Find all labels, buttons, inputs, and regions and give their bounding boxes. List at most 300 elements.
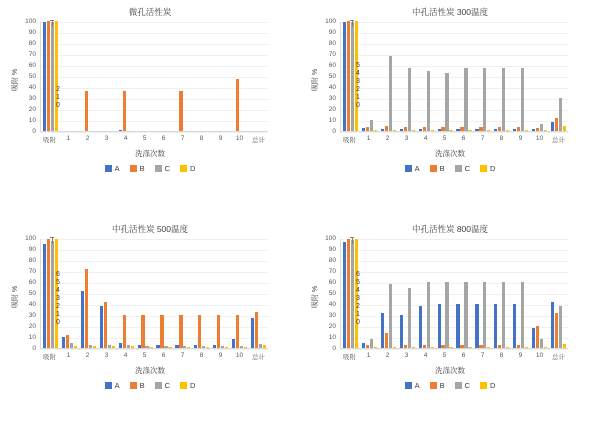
bar-groups bbox=[341, 239, 568, 348]
bar-A bbox=[194, 345, 197, 348]
bar-C bbox=[483, 282, 486, 348]
bar-A bbox=[456, 129, 459, 131]
legend-item-C bbox=[155, 381, 170, 390]
y-axis-tick: 90 bbox=[28, 246, 36, 253]
legend-swatch-A bbox=[105, 165, 112, 172]
bar-D bbox=[374, 347, 377, 348]
x-axis-tick: 2 bbox=[85, 352, 90, 359]
x-axis-tick: 总计 bbox=[552, 137, 565, 144]
bar-A bbox=[513, 304, 516, 348]
bar-A bbox=[400, 315, 403, 348]
y-axis-label: 吸附 % bbox=[12, 68, 19, 91]
bar-C bbox=[127, 345, 130, 348]
bar-C bbox=[502, 282, 505, 348]
bar-B bbox=[460, 345, 463, 348]
bar-C bbox=[427, 282, 430, 348]
error-bar-cap bbox=[350, 20, 354, 21]
legend-swatch-D bbox=[180, 165, 187, 172]
secondary-axis-tick: 5 bbox=[356, 279, 360, 286]
y-axis-tick: 40 bbox=[328, 84, 336, 91]
bar-C bbox=[540, 339, 543, 348]
legend-item-D bbox=[180, 381, 195, 390]
legend-item-A bbox=[405, 164, 420, 173]
y-axis-tick: 0 bbox=[332, 345, 336, 352]
legend-item-C bbox=[155, 164, 170, 173]
bar-C bbox=[408, 68, 411, 131]
secondary-axis-tick: 0 bbox=[56, 319, 60, 326]
bar-groups bbox=[41, 22, 268, 131]
bar-A bbox=[456, 304, 459, 348]
y-axis-tick: 50 bbox=[28, 290, 36, 297]
error-bar bbox=[352, 20, 353, 27]
bar-group bbox=[492, 239, 511, 348]
bar-group bbox=[249, 22, 268, 131]
legend-swatch-B bbox=[430, 382, 437, 389]
bar-B bbox=[517, 345, 520, 348]
bar-D bbox=[149, 347, 152, 348]
bar-B bbox=[217, 315, 220, 348]
bar-group bbox=[60, 22, 79, 131]
bar-D bbox=[525, 130, 528, 131]
chart-title: 中孔活性炭 300温度 bbox=[411, 7, 489, 17]
secondary-axis-tick: 4 bbox=[356, 70, 360, 77]
bar-B bbox=[423, 127, 426, 131]
bar-D bbox=[225, 347, 228, 348]
bar-D bbox=[431, 347, 434, 348]
legend-swatch-A bbox=[405, 165, 412, 172]
x-axis-tick: 7 bbox=[180, 352, 185, 359]
legend-swatch-C bbox=[455, 165, 462, 172]
bar-D bbox=[55, 21, 58, 131]
legend-label-D: D bbox=[190, 381, 196, 390]
x-axis-ticks bbox=[340, 352, 568, 361]
plot-frame bbox=[340, 22, 568, 132]
x-axis-tick: 总计 bbox=[552, 354, 565, 361]
y-axis-tick: 60 bbox=[328, 279, 336, 286]
legend-swatch-B bbox=[430, 165, 437, 172]
bar-B bbox=[123, 91, 126, 131]
bar-A bbox=[362, 343, 365, 349]
x-axis-tick: 3 bbox=[404, 352, 409, 359]
y-axis-tick: 100 bbox=[325, 235, 336, 242]
bar-group bbox=[436, 239, 455, 348]
bar-B bbox=[441, 345, 444, 348]
error-bar bbox=[352, 237, 353, 244]
bar-A bbox=[532, 129, 535, 131]
x-axis-tick: 10 bbox=[235, 135, 244, 142]
bar-B bbox=[385, 126, 388, 132]
x-axis-tick: 1 bbox=[66, 135, 71, 142]
legend-item-D bbox=[480, 381, 495, 390]
x-axis-tick: 5 bbox=[442, 135, 447, 142]
bar-B bbox=[347, 21, 350, 131]
bar-C bbox=[370, 339, 373, 348]
error-bar-cap bbox=[350, 237, 354, 238]
legend bbox=[0, 381, 300, 390]
legend-label-A: A bbox=[414, 381, 420, 390]
bar-B bbox=[179, 91, 182, 131]
bar-A bbox=[62, 337, 65, 348]
bar-B bbox=[141, 315, 144, 348]
chart-title: 微孔活性炭 bbox=[128, 7, 172, 17]
bar-B bbox=[123, 315, 126, 348]
x-axis-tick: 6 bbox=[461, 135, 466, 142]
y-axis-tick: 80 bbox=[328, 257, 336, 264]
bar-C bbox=[521, 68, 524, 131]
secondary-axis-tick: 2 bbox=[56, 86, 60, 93]
x-axis-tick: 4 bbox=[423, 135, 428, 142]
bar-C bbox=[351, 240, 354, 348]
legend-label-C: C bbox=[464, 381, 471, 390]
legend-label-B: B bbox=[139, 164, 145, 173]
y-axis-tick: 40 bbox=[28, 301, 36, 308]
bar-D bbox=[93, 346, 96, 348]
secondary-axis-ticks bbox=[56, 86, 60, 110]
bar-D bbox=[449, 347, 452, 348]
x-axis-tick: 2 bbox=[385, 135, 390, 142]
bar-D bbox=[487, 130, 490, 131]
bar-D bbox=[393, 347, 396, 348]
bar-C bbox=[559, 98, 562, 131]
bar-B bbox=[347, 239, 350, 348]
bar-B bbox=[555, 118, 558, 131]
y-axis-tick: 20 bbox=[28, 323, 36, 330]
y-axis-tick: 60 bbox=[28, 279, 36, 286]
bar-B bbox=[366, 127, 369, 131]
secondary-axis-tick: 5 bbox=[356, 62, 360, 69]
x-axis-tick: 3 bbox=[104, 352, 109, 359]
bar-C bbox=[521, 282, 524, 348]
x-axis-ticks bbox=[40, 135, 268, 144]
y-axis-tick: 80 bbox=[28, 257, 36, 264]
x-axis-tick: 8 bbox=[499, 352, 504, 359]
bar-A bbox=[175, 345, 178, 348]
legend-item-C bbox=[455, 164, 470, 173]
bar-B bbox=[47, 21, 50, 131]
plot-area-meso800 bbox=[300, 217, 600, 434]
bar-group bbox=[249, 239, 268, 348]
bar-B bbox=[460, 127, 463, 131]
legend-swatch-D bbox=[480, 382, 487, 389]
bar-group bbox=[98, 22, 117, 131]
bar-D bbox=[525, 347, 528, 348]
y-axis-tick: 10 bbox=[328, 117, 336, 124]
bar-group bbox=[549, 22, 568, 131]
bar-A bbox=[232, 339, 235, 348]
bar-B bbox=[85, 269, 88, 348]
bar-group bbox=[511, 239, 530, 348]
bar-D bbox=[563, 344, 566, 348]
bar-group bbox=[79, 22, 98, 131]
x-axis-tick: 8 bbox=[199, 135, 204, 142]
bar-A bbox=[119, 343, 122, 349]
legend-swatch-C bbox=[455, 382, 462, 389]
legend-label-D: D bbox=[490, 381, 496, 390]
x-axis-tick: 4 bbox=[423, 352, 428, 359]
bar-D bbox=[449, 130, 452, 131]
bar-D bbox=[112, 346, 115, 348]
bar-C bbox=[445, 73, 448, 131]
y-axis-tick: 50 bbox=[328, 73, 336, 80]
y-axis-tick: 90 bbox=[28, 29, 36, 36]
bar-group bbox=[417, 22, 436, 131]
y-axis-tick: 30 bbox=[328, 95, 336, 102]
bar-C bbox=[389, 56, 392, 131]
bar-D bbox=[506, 347, 509, 348]
x-axis-label: 洗涤次数 bbox=[435, 149, 465, 158]
y-axis-label: 吸附 % bbox=[312, 68, 319, 91]
secondary-axis-tick: 1 bbox=[356, 311, 360, 318]
y-axis-tick: 20 bbox=[28, 106, 36, 113]
x-axis-tick: 4 bbox=[123, 352, 128, 359]
bar-A bbox=[343, 22, 346, 131]
bar-D bbox=[74, 346, 77, 348]
bar-group bbox=[530, 239, 549, 348]
plot-frame bbox=[340, 239, 568, 349]
legend-label-A: A bbox=[114, 381, 120, 390]
x-axis-tick: 7 bbox=[480, 352, 485, 359]
x-axis-tick: 5 bbox=[442, 352, 447, 359]
bar-C bbox=[51, 241, 54, 348]
bar-C bbox=[51, 22, 54, 131]
bar-group bbox=[549, 239, 568, 348]
y-axis-tick: 60 bbox=[328, 62, 336, 69]
secondary-axis-tick: 1 bbox=[356, 94, 360, 101]
bar-B bbox=[85, 91, 88, 131]
bar-A bbox=[494, 129, 497, 131]
x-axis-tick: 10 bbox=[535, 135, 544, 142]
bar-B bbox=[479, 345, 482, 348]
x-axis-label: 洗涤次数 bbox=[135, 149, 165, 158]
bar-A bbox=[475, 129, 478, 131]
secondary-axis-tick: 0 bbox=[356, 319, 360, 326]
x-axis-tick: 6 bbox=[161, 135, 166, 142]
plot-frame bbox=[40, 239, 268, 349]
x-axis-tick: 6 bbox=[161, 352, 166, 359]
secondary-axis-tick: 2 bbox=[356, 86, 360, 93]
secondary-axis-tick: 3 bbox=[56, 295, 60, 302]
bar-B bbox=[498, 127, 501, 131]
bar-A bbox=[100, 306, 103, 348]
secondary-axis-tick: 6 bbox=[356, 271, 360, 278]
bar-B bbox=[536, 326, 539, 348]
x-axis-tick: 10 bbox=[235, 352, 244, 359]
bar-B bbox=[179, 315, 182, 348]
bar-D bbox=[506, 130, 509, 131]
x-axis-tick: 9 bbox=[518, 352, 523, 359]
legend-item-A bbox=[105, 164, 120, 173]
secondary-axis-tick: 0 bbox=[356, 102, 360, 109]
x-axis-tick: 吸附 bbox=[43, 354, 56, 361]
y-axis-tick: 70 bbox=[28, 268, 36, 275]
secondary-axis-tick: 4 bbox=[56, 287, 60, 294]
bar-group bbox=[173, 239, 192, 348]
bar-group bbox=[173, 22, 192, 131]
legend-swatch-B bbox=[130, 165, 137, 172]
bar-C bbox=[164, 346, 167, 348]
y-axis-tick: 100 bbox=[25, 235, 36, 242]
secondary-axis-tick: 1 bbox=[56, 311, 60, 318]
error-bar-cap bbox=[50, 20, 54, 21]
bar-A bbox=[475, 304, 478, 348]
bar-A bbox=[362, 128, 365, 131]
bar-C bbox=[427, 71, 430, 132]
legend-swatch-B bbox=[130, 382, 137, 389]
bar-group bbox=[136, 22, 155, 131]
x-axis-tick: 1 bbox=[366, 352, 371, 359]
bar-D bbox=[206, 347, 209, 348]
bar-D bbox=[468, 347, 471, 348]
bar-group bbox=[398, 22, 417, 131]
bar-A bbox=[381, 313, 384, 348]
bar-A bbox=[251, 318, 254, 348]
x-axis-tick: 吸附 bbox=[343, 137, 356, 144]
bar-C bbox=[389, 284, 392, 348]
legend-item-C bbox=[455, 381, 470, 390]
bar-C bbox=[483, 68, 486, 131]
bar-D bbox=[468, 130, 471, 131]
legend-label-B: B bbox=[139, 381, 145, 390]
bar-C bbox=[559, 306, 562, 348]
bar-C bbox=[445, 282, 448, 348]
bar-groups bbox=[341, 22, 568, 131]
chart-panel-micro bbox=[0, 0, 300, 217]
bar-A bbox=[81, 291, 84, 348]
bar-A bbox=[494, 304, 497, 348]
gridline bbox=[40, 349, 268, 350]
chart-panel-meso300 bbox=[300, 0, 600, 217]
y-axis-tick: 0 bbox=[332, 128, 336, 135]
legend bbox=[300, 381, 600, 390]
legend-label-C: C bbox=[164, 381, 171, 390]
bar-group bbox=[455, 239, 474, 348]
x-axis-tick: 5 bbox=[142, 352, 147, 359]
bar-A bbox=[438, 304, 441, 348]
legend-swatch-A bbox=[105, 382, 112, 389]
x-axis-tick: 7 bbox=[180, 135, 185, 142]
bar-group bbox=[155, 239, 174, 348]
bar-group bbox=[211, 22, 230, 131]
y-axis-tick: 50 bbox=[328, 290, 336, 297]
bar-C bbox=[183, 346, 186, 348]
error-bar bbox=[52, 237, 53, 244]
bar-group bbox=[473, 22, 492, 131]
bar-B bbox=[498, 345, 501, 348]
plot-area-meso300 bbox=[300, 0, 600, 217]
bar-B bbox=[555, 313, 558, 348]
bar-group bbox=[136, 239, 155, 348]
y-axis-tick: 40 bbox=[28, 84, 36, 91]
bar-B bbox=[441, 127, 444, 131]
y-axis-label: 吸附 % bbox=[312, 285, 319, 308]
bar-B bbox=[236, 79, 239, 131]
y-axis-label: 吸附 % bbox=[12, 285, 19, 308]
bar-group bbox=[360, 239, 379, 348]
secondary-axis-tick: 2 bbox=[356, 303, 360, 310]
bar-B bbox=[236, 315, 239, 348]
y-axis-tick: 30 bbox=[28, 312, 36, 319]
bar-D bbox=[563, 126, 566, 132]
legend-label-B: B bbox=[439, 381, 445, 390]
bar-group bbox=[492, 22, 511, 131]
bar-B bbox=[404, 127, 407, 131]
legend-item-A bbox=[105, 381, 120, 390]
bar-C bbox=[240, 346, 243, 348]
bar-group bbox=[379, 22, 398, 131]
error-bar-cap bbox=[50, 237, 54, 238]
secondary-axis-tick: 1 bbox=[56, 94, 60, 101]
y-axis-tick: 80 bbox=[28, 40, 36, 47]
gridline bbox=[340, 132, 568, 133]
bar-B bbox=[198, 315, 201, 348]
bar-D bbox=[544, 347, 547, 348]
bar-group bbox=[192, 239, 211, 348]
y-axis-tick: 90 bbox=[328, 29, 336, 36]
bar-group bbox=[230, 239, 249, 348]
secondary-axis-tick: 3 bbox=[356, 78, 360, 85]
x-axis-tick: 7 bbox=[480, 135, 485, 142]
plot-frame bbox=[40, 22, 268, 132]
bar-A bbox=[532, 328, 535, 348]
bar-D bbox=[393, 130, 396, 131]
bar-D bbox=[131, 346, 134, 348]
y-axis-tick: 70 bbox=[28, 51, 36, 58]
bar-D bbox=[544, 130, 547, 131]
legend-label-D: D bbox=[190, 164, 196, 173]
x-axis-label: 洗涤次数 bbox=[135, 366, 165, 375]
bar-C bbox=[540, 124, 543, 131]
y-axis-tick: 100 bbox=[325, 18, 336, 25]
y-axis-tick: 30 bbox=[328, 312, 336, 319]
secondary-axis-ticks bbox=[356, 62, 360, 110]
bar-C bbox=[70, 343, 73, 349]
legend bbox=[300, 164, 600, 173]
bar-D bbox=[431, 130, 434, 131]
x-axis-tick: 1 bbox=[66, 352, 71, 359]
bar-B bbox=[255, 312, 258, 348]
bar-A bbox=[213, 345, 216, 348]
x-axis-tick: 5 bbox=[142, 135, 147, 142]
bar-group bbox=[379, 239, 398, 348]
y-axis-tick: 60 bbox=[28, 62, 36, 69]
legend-item-B bbox=[130, 381, 145, 390]
bar-group bbox=[60, 239, 79, 348]
legend-label-A: A bbox=[414, 164, 420, 173]
bar-group bbox=[117, 239, 136, 348]
bar-C bbox=[259, 344, 262, 348]
bar-group bbox=[117, 22, 136, 131]
bar-group bbox=[398, 239, 417, 348]
secondary-axis-tick: 3 bbox=[356, 295, 360, 302]
y-axis-tick: 40 bbox=[328, 301, 336, 308]
bar-B bbox=[160, 315, 163, 348]
x-axis-tick: 2 bbox=[85, 135, 90, 142]
bar-D bbox=[244, 347, 247, 348]
bar-A bbox=[43, 244, 46, 349]
secondary-axis-tick: 2 bbox=[56, 303, 60, 310]
secondary-axis-tick: 0 bbox=[56, 102, 60, 109]
bar-group bbox=[360, 22, 379, 131]
chart-title: 中孔活性炭 500温度 bbox=[111, 224, 189, 234]
bar-B bbox=[104, 302, 107, 348]
bar-D bbox=[263, 345, 266, 348]
y-axis-tick: 0 bbox=[32, 128, 36, 135]
bar-group bbox=[79, 239, 98, 348]
bar-group bbox=[41, 22, 60, 131]
y-axis-tick: 10 bbox=[28, 334, 36, 341]
y-axis-tick: 100 bbox=[25, 18, 36, 25]
bar-group bbox=[455, 22, 474, 131]
